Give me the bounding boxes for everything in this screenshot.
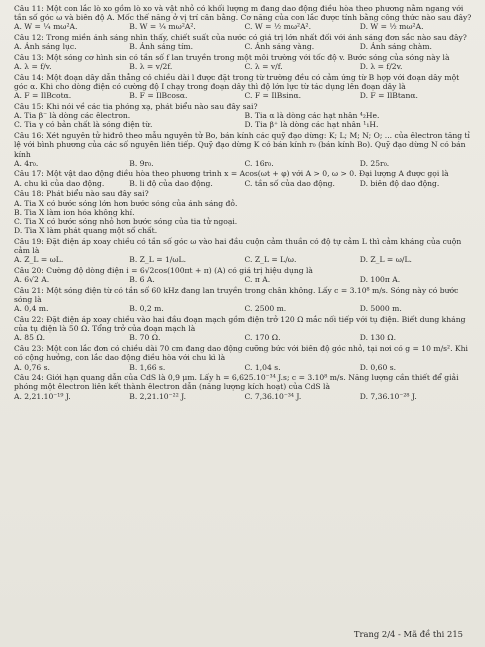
question-stem: Câu 18: Phát biểu nào sau đây sai? <box>14 189 149 199</box>
question-11 <box>14 4 475 32</box>
option-d: D. W = ½ mω²A. <box>359 22 424 32</box>
option-b: B. Tia α là dòng các hạt nhân ⁴₂He. <box>244 111 380 121</box>
option-d: D. Tia X làm phát quang một số chất. <box>14 226 158 236</box>
question-stem: Câu 21: Một sóng điện từ có tần số 60 kHz đang lan truyền trong chân không. Lấy c = 3.10⁸ m/s. Sóng này có bước sóng là <box>14 285 459 305</box>
option-d: D. 0,60 s. <box>359 362 397 372</box>
option-d: D. 7,36.10⁻²⁸ J. <box>359 391 417 401</box>
option-b: B. 6 A. <box>129 275 155 285</box>
option-d: D. 5000 m. <box>359 304 402 314</box>
option-a: A. chu kì của dao động. <box>14 178 105 188</box>
answer-options <box>14 91 475 100</box>
question-19 <box>14 237 475 265</box>
answer-options <box>14 255 475 264</box>
option-c: C. F = IlBsinα. <box>244 91 302 101</box>
option-c: C. 170 Ω. <box>244 333 281 343</box>
answer-options <box>14 179 475 188</box>
question-14 <box>14 73 475 101</box>
option-a: A. 85 Ω. <box>14 333 46 343</box>
option-b: B. Z_L = 1/ωL. <box>129 255 187 265</box>
option-d: D. λ = f/2v. <box>359 62 403 72</box>
option-b: B. li độ của dao động. <box>129 178 213 188</box>
question-stem: Câu 22: Đặt điện áp xoay chiều vào hai đầu đoạn mạch gồm điện trở 120 Ω mắc nối tiếp với tụ điện. Biết dung kháng của tụ điện là 50 Ω. Tổng trở của đoạn mạch là <box>14 315 466 334</box>
option-a: A. F = IlBcotα. <box>14 91 72 101</box>
page-footer: Trang 2/4 - Mã đề thi 215 <box>353 628 463 639</box>
question-stem: Câu 24: Giới hạn quang dẫn của CdS là 0,9 μm. Lấy h = 6,625.10⁻³⁴ J.s; c = 3.10⁸ m/s. Năng lượng cần thiết để giải phóng một êlectron liên kết thành êlectron dẫn (năng lượng kích hoạt) của CdS là <box>14 373 459 392</box>
option-a: A. 0,76 s. <box>14 362 50 372</box>
option-b: B. W = ¼ mω²A². <box>129 22 196 32</box>
option-a: A. Tia X có bước sóng lớn hơn bước sóng của ánh sáng đỏ. <box>14 198 238 208</box>
question-stem: Câu 11: Một con lắc lò xo gồm lò xo và vật nhỏ có khối lượng m đang dao động điều hòa theo phương nằm ngang với tần số góc ω và biên độ A. Mốc thế năng ở vị trí cân bằng. Cơ năng của con lắc được tính bằng công thức nào sau đây? <box>14 4 472 23</box>
question-stem: Câu 13: Một sóng cơ hình sin có tần số f lan truyền trong một môi trường với tốc độ v. Bước sóng của sóng này là <box>14 53 450 63</box>
option-b: B. F = IlBcosα. <box>129 91 188 101</box>
option-c: C. W = ½ mω²A². <box>244 22 312 32</box>
option-c: C. 1,04 s. <box>244 362 281 372</box>
option-d: D. Ánh sáng chàm. <box>359 42 432 52</box>
option-d: D. Z_L = ω/L. <box>359 255 412 265</box>
option-d: D. 25r₀. <box>359 158 390 168</box>
answer-options <box>14 120 475 129</box>
question-stem: Câu 20: Cường độ dòng điện i = 6√2cos(100πt + π) (A) có giá trị hiệu dụng là <box>14 265 313 275</box>
option-c: C. 7,36.10⁻³⁴ J. <box>244 391 302 401</box>
option-b: B. 70 Ω. <box>129 333 161 343</box>
option-d: D. 130 Ω. <box>359 333 397 343</box>
answer-options <box>14 42 475 51</box>
question-13 <box>14 53 475 71</box>
option-b: B. 0,2 m. <box>129 304 164 314</box>
option-c: C. λ = v/f. <box>244 62 283 72</box>
question-stem: Câu 15: Khi nói về các tia phóng xạ, phát biểu nào sau đây sai? <box>14 102 258 112</box>
question-stem: Câu 23: Một con lắc đơn có chiều dài 70 cm đang dao động cưỡng bức với biên độ góc nhỏ, tại nơi có g = 10 m/s². Khi có cộng hưởng, con lắc dao động điều hòa với chu kì là <box>14 344 468 363</box>
question-22 <box>14 315 475 343</box>
question-12 <box>14 33 475 51</box>
option-a: A. Ánh sáng lục. <box>14 42 77 52</box>
option-c: C. Tia γ có bản chất là sóng điện từ. <box>14 120 153 130</box>
question-20 <box>14 266 475 284</box>
option-d: D. 100π A. <box>359 275 401 285</box>
question-17 <box>14 169 475 187</box>
option-a: A. 0,4 m. <box>14 304 49 314</box>
option-d: D. Tia β⁺ là dòng các hạt nhân ¹₁H. <box>244 120 379 130</box>
option-c: C. Tia X có bước sóng nhỏ hơn bước sóng của tia tử ngoại. <box>14 216 238 226</box>
answer-options <box>14 275 475 284</box>
question-21 <box>14 286 475 314</box>
answer-options <box>14 22 475 31</box>
option-a: A. Z_L = ωL. <box>14 255 64 265</box>
option-a: A. 2,21.10⁻¹⁹ J. <box>14 391 71 401</box>
answer-options <box>14 363 475 372</box>
option-b: B. 2,21.10⁻²² J. <box>129 391 187 401</box>
option-a: A. 4r₀. <box>14 158 39 168</box>
question-16 <box>14 131 475 168</box>
option-c: C. Ánh sáng vàng. <box>244 42 315 52</box>
question-stem: Câu 17: Một vật dao động điều hòa theo phương trình x = Acos(ωt + φ) với A > 0, ω > 0. Đại lượng A được gọi là <box>14 169 449 179</box>
option-a: A. λ = f/v. <box>14 62 52 72</box>
option-a: A. 6√2 A. <box>14 275 50 285</box>
question-stem: Câu 14: Một đoạn dây dẫn thẳng có chiều dài l được đặt trong từ trường đều có cảm ứng từ B hợp với đoạn dây một góc α. Khi cho dòng điện có cường độ I chạy trong đoạn dây thì độ lớn lực từ tác dụng lên đoạn dây là <box>14 72 460 92</box>
option-c: C. 2500 m. <box>244 304 287 314</box>
option-c: C. π A. <box>244 275 271 285</box>
option-a: A. W = ¼ mω²A. <box>14 22 78 32</box>
option-a: A. Tia β⁻ là dòng các êlectron. <box>14 111 131 121</box>
option-b: B. Tia X làm ion hóa không khí. <box>14 207 135 217</box>
answer-options <box>14 62 475 71</box>
answer-options <box>14 111 475 120</box>
question-stem: Câu 19: Đặt điện áp xoay chiều có tần số góc ω vào hai đầu cuộn cảm thuần có độ tự cảm L thì cảm kháng của cuộn cảm là <box>14 236 462 256</box>
option-b: B. Ánh sáng tím. <box>129 42 194 52</box>
question-15 <box>14 102 475 130</box>
answer-options <box>14 304 475 313</box>
question-stem: Câu 16: Xét nguyên tử hiđrô theo mẫu nguyên tử Bo, bán kính các quỹ đạo dừng: K; L; M; N; O; ... của êlectron tăng tỉ lệ với bình phương của các số nguyên liên tiếp. Quỹ đạo dừng K có bán kính r₀ (bán kính Bo). Quỹ đạo dừng N có bán kính <box>14 131 470 159</box>
question-24 <box>14 373 475 401</box>
answer-options <box>14 159 475 168</box>
answer-options <box>14 392 475 401</box>
option-c: C. 16r₀. <box>244 158 274 168</box>
question-23 <box>14 344 475 372</box>
option-b: B. λ = v/2f. <box>129 62 173 72</box>
question-stem: Câu 12: Trong miền ánh sáng nhìn thấy, chiết suất của nước có giá trị lớn nhất đối với ánh sáng đơn sắc nào sau đây? <box>14 33 467 43</box>
option-d: D. F = IlBtanα. <box>359 91 418 101</box>
option-b: B. 9r₀. <box>129 158 154 168</box>
question-18 <box>14 189 475 235</box>
option-c: C. Z_L = L/ω. <box>244 255 297 265</box>
answer-options <box>14 333 475 342</box>
option-b: B. 1,66 s. <box>129 362 166 372</box>
option-c: C. tần số của dao động. <box>244 178 335 188</box>
option-d: D. biên độ dao động. <box>359 178 440 188</box>
